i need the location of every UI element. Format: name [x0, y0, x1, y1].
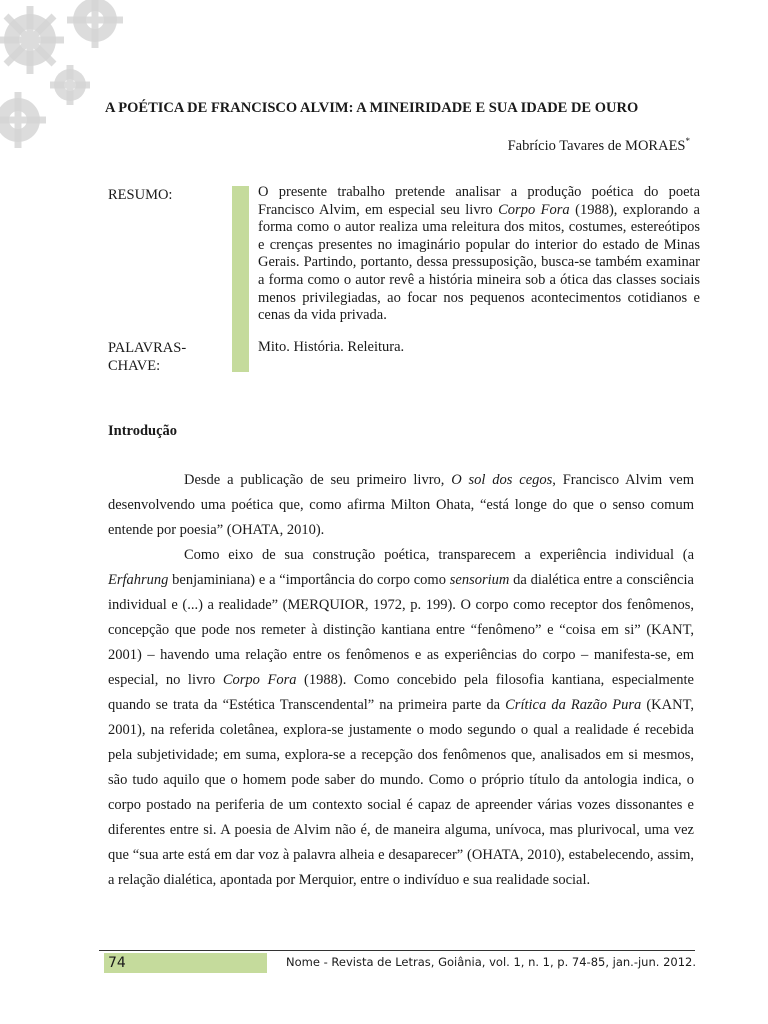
text-run: Desde a publicação de seu primeiro livro, [184, 472, 452, 488]
abstract-accent-bar [232, 186, 249, 372]
text-run: (KANT, 2001), na referida coletânea, explora-se justamente o modo segundo o qual a realidade é recebida pela subjetividade; em suma, explora-se a recepção dos fenômenos que, analisados em si mesmos, são tudo aquilo que o homem pode saber do mundo. Como o próprio título da antologia indica, o corpo postado na periferia de um contexto social é capaz de apreender várias vozes dissonantes e diferentes entre si. A poesia de Alvim não é, de maneira alguma, unívoca, mas plurivocal, uma vez que “sua arte está em dar voz à palavra alheia e desaparecer” (OHATA, 2010), estabelecendo, assim, a relação dialética, apontada por Merquior, entre o indivíduo e sua realidade social. [108, 697, 694, 888]
foreign-term: Erfahrung [108, 572, 169, 588]
author-footnote-mark: * [685, 136, 690, 146]
keywords-label: PALAVRAS-CHAVE: [108, 340, 187, 374]
foreign-term: sensorium [449, 572, 510, 588]
abstract-label: RESUMO: [108, 187, 173, 203]
paragraph-1 [108, 468, 694, 543]
abstract-book-title: Corpo Fora [498, 201, 570, 218]
text-run: Como eixo de sua construção poética, transparecem a experiência individual (a [184, 547, 694, 563]
abstract-text-part: (1988), explorando a forma como o autor realiza uma releitura dos mitos, costumes, estereótipos e crenças presentes no imaginário popular do interior do estado de Minas Gerais. Partindo, portanto, dessa pressuposição, busca-se também examinar a forma como o autor revê a história mineira sob a ótica das classes sociais menos privilegiadas, ao focar nos pequenos acontecimentos cotidianos e cenas da vida privada. [258, 201, 700, 324]
abstract-text [258, 184, 700, 325]
text-run: (1988). Como concebido pela filosofia kantiana, especialmente quando se trata da “Estética Transcendental” na primeira parte da [108, 672, 694, 713]
article-title: A POÉTICA DE FRANCISCO ALVIM: A MINEIRIDADE E SUA IDADE DE OURO [105, 100, 639, 116]
book-title: Crítica da Razão Pura [505, 697, 642, 713]
book-title: O sol dos cegos [451, 472, 553, 488]
section-heading-introduction: Introdução [108, 423, 178, 439]
footer-divider [99, 950, 695, 951]
body-text [108, 468, 694, 893]
gear-pattern-decoration [0, 0, 140, 180]
text-run: , Francisco Alvim vem desenvolvendo uma poética que, como afirma Milton Ohata, “está longe do que o senso comum entende por poesia” (OHATA, 2010). [108, 472, 694, 538]
journal-citation: Nome - Revista de Letras, Goiânia, vol. 1, n. 1, p. 74-85, jan.-jun. 2012. [286, 955, 696, 969]
paragraph-2 [108, 543, 694, 893]
keywords-text: Mito. História. Releitura. [258, 339, 405, 355]
abstract-text-part: O presente trabalho pretende analisar a produção poética do poeta Francisco Alvim, em especial seu livro [258, 184, 700, 218]
author-name [508, 136, 690, 155]
text-run: benjaminiana) e a “importância do corpo como [168, 572, 450, 588]
text-run: da dialética entre a consciência individual e (...) a realidade” (MERQUIOR, 1972, p. 199). O corpo como receptor dos fenômenos, concepção que pode nos remeter à distinção kantiana entre “fenômeno” e “coisa em si” (KANT, 2001) – havendo uma relação entre os fenômenos e as experiências do corpo – manifesta-se, em especial, no livro [108, 572, 694, 688]
author-text: Fabrício Tavares de MORAES [507, 137, 686, 154]
book-title: Corpo Fora [222, 672, 297, 688]
page-number: 74 [104, 953, 267, 973]
